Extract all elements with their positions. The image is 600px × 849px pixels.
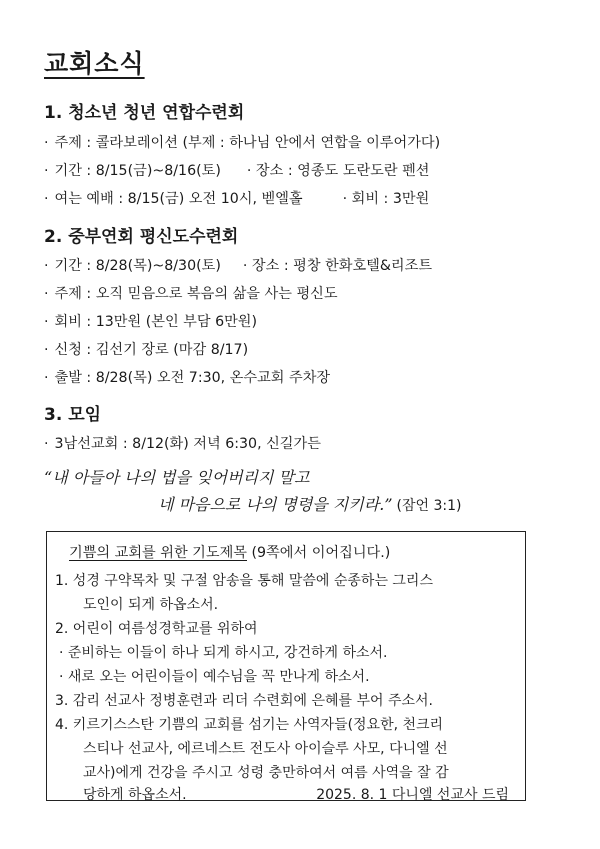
quote-text: 네 마음으로 나의 명령을 지키라.” <box>158 495 393 514</box>
prayer-item-4-last: 당하게 하옵소서. <box>83 787 187 803</box>
quote-line-2 <box>158 492 462 515</box>
line-text: 기간 : 8/15(금)~8/16(토) <box>54 163 221 179</box>
prayer-signature: 2025. 8. 1 다니엘 선교사 드림 <box>316 787 509 803</box>
section-1-line-3 <box>44 188 429 208</box>
prayer-item-1: 1. 성경 구약목차 및 구절 암송을 통해 말씀에 순종하는 그리스 <box>55 573 433 589</box>
quote-line-1: “내 아들아 나의 법을 잊어버리지 말고 <box>44 468 310 487</box>
line-text: 기간 : 8/28(목)~8/30(토) <box>54 258 221 274</box>
section-2-line-5 <box>44 367 330 387</box>
prayer-item-4-cont-3 <box>83 784 517 804</box>
bullet: · <box>44 258 49 274</box>
bullet: · <box>44 370 49 386</box>
section-3-heading: 3. 모임 <box>44 405 102 425</box>
bullet: · <box>44 163 49 179</box>
line-extra: · 회비 : 3만원 <box>342 191 430 207</box>
bullet: · <box>44 191 49 207</box>
prayer-box <box>46 531 526 801</box>
section-2-line-1 <box>44 255 432 275</box>
section-2-heading: 2. 중부연회 평신도수련회 <box>44 227 239 247</box>
prayer-item-1-cont: 도인이 되게 하옵소서. <box>83 597 219 613</box>
line-text: 주제 : 콜라보레이션 (부제 : 하나님 안에서 연합을 이루어가다) <box>54 135 441 151</box>
section-1-heading: 1. 청소년 청년 연합수련회 <box>44 103 245 123</box>
section-1-line-1 <box>44 132 440 152</box>
section-3-line-1 <box>44 433 321 453</box>
prayer-item-2-sub-1: · 준비하는 이들이 하나 되게 하시고, 강건하게 하소서. <box>59 645 388 661</box>
line-text: 3남선교회 : 8/12(화) 저녁 6:30, 신길가든 <box>54 436 321 452</box>
line-text: 신청 : 김선기 장로 (마감 8/17) <box>54 342 249 358</box>
prayer-item-2: 2. 어린이 여름성경학교를 위하여 <box>55 621 258 637</box>
prayer-title-text: 기쁨의 교회를 위한 기도제목 <box>69 545 247 561</box>
bullet: · <box>44 135 49 151</box>
prayer-item-4: 4. 키르기스스탄 기쁨의 교회를 섬기는 사역자들(정요한, 천크리 <box>55 717 444 733</box>
prayer-item-2-sub-2: · 새로 오는 어린이들이 예수님을 꼭 만나게 하소서. <box>59 669 370 685</box>
prayer-title <box>69 542 390 562</box>
line-text: 회비 : 13만원 (본인 부담 6만원) <box>54 314 258 330</box>
line-extra: · 장소 : 영종도 도란도란 펜션 <box>246 163 430 179</box>
bullet: · <box>44 436 49 452</box>
line-text: 출발 : 8/28(목) 오전 7:30, 온수교회 주차장 <box>54 370 331 386</box>
prayer-title-note: (9쪽에서 이어집니다.) <box>251 545 391 561</box>
bullet: · <box>44 342 49 358</box>
prayer-item-3: 3. 감리 선교사 정병훈련과 리더 수련회에 은혜를 부어 주소서. <box>55 693 433 709</box>
section-2-line-3 <box>44 311 257 331</box>
section-2-line-4 <box>44 339 248 359</box>
prayer-item-4-cont-2: 교사)에게 건강을 주시고 성령 충만하여서 여름 사역을 잘 감 <box>83 765 449 781</box>
line-text: 여는 예배 : 8/15(금) 오전 10시, 벧엘홀 <box>54 191 303 207</box>
bullet: · <box>44 314 49 330</box>
line-extra: · 장소 : 평창 한화호텔&리조트 <box>242 258 433 274</box>
prayer-item-4-cont-1: 스티나 선교사, 에르네스트 전도사 아이슬루 사모, 다니엘 선 <box>83 741 448 757</box>
line-text: 주제 : 오직 믿음으로 복음의 삶을 사는 평신도 <box>54 286 338 302</box>
bullet: · <box>44 286 49 302</box>
section-1-line-2 <box>44 160 430 180</box>
section-2-line-2 <box>44 283 338 303</box>
page-title: 교회소식 <box>44 49 145 78</box>
quote-reference: (잠언 3:1) <box>396 498 462 514</box>
